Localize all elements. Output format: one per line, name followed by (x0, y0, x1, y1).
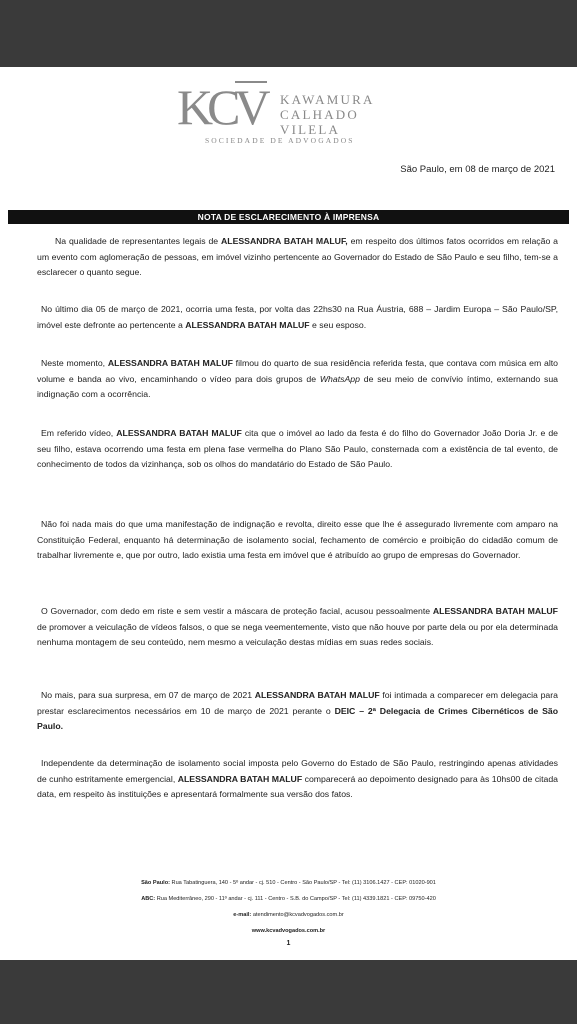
firm-name (280, 92, 375, 137)
paragraph-5 (37, 517, 558, 564)
paragraph-run: filmou do quarto de sua residência referida festa, que contava com música em alto volume e banda ao vivo, encaminhando o vídeo para dois grupos de (37, 358, 558, 384)
paragraph-run: DEIC – 2ª Delegacia de Crimes Cibernéticos de São Paulo. (37, 705, 559, 732)
firm-name-line-2: CALHADO (280, 107, 359, 122)
paragraph-6 (37, 604, 558, 651)
firm-logo (175, 80, 405, 150)
footer-sp-label: São Paulo: (141, 880, 170, 886)
paragraph-run: de seu meio de convívio íntimo, externando sua indignação com a ocorrência. (37, 373, 558, 400)
paragraph-run: ALESSANDRA BATAH MALUF (254, 690, 380, 700)
paragraph-run: O Governador, com dedo em riste e sem vestir a máscara de proteção facial, acusou pessoalmente (41, 606, 433, 616)
paragraph-7 (37, 688, 558, 735)
footer-abc-address (0, 896, 577, 902)
paragraph-8 (37, 756, 558, 803)
paragraph-run: Na qualidade de representantes legais de (55, 236, 221, 246)
footer-abc-text: Rua Mediterrâneo, 290 - 11º andar - cj. 111 - Centro - S.B. do Campo/SP - Tel: (11) 4339.1821 - CEP: 09750-420 (155, 896, 436, 902)
footer-website[interactable]: www.kcvadvogados.com.br (251, 928, 326, 934)
paragraph-run: e seu esposo. (309, 319, 367, 330)
paragraph-run: No último dia 05 de março de 2021, ocorria uma festa, por volta das 22hs30 na Rua Áustria, 688 – Jardim Europa – São Paulo/SP, imóvel este defronte ao pertencente a (37, 304, 558, 330)
firm-name-line-3: VILELA (280, 122, 341, 137)
svg-text:KCV: KCV (177, 80, 265, 135)
footer-email-label: e-mail: (233, 912, 252, 918)
paragraph-2 (37, 302, 558, 333)
page-number: 1 (286, 940, 291, 947)
paragraph-run: ALESSANDRA BATAH MALUF (432, 606, 558, 616)
document-title: NOTA DE ESCLARECIMENTO À IMPRENSA (8, 210, 569, 224)
kcv-monogram-icon (175, 80, 270, 135)
paragraph-run: Não foi nada mais do que uma manifestação de indignação e revolta, direito esse que lhe é assegurado livremente com amparo na Constituição Federal, enquanto há determinação de isolamento social, fechamento de comércio e proibição do cidadão comum de trabalhar livremente e, que por outro, lado existia uma festa em imóvel que é atribuído ao grupo de empresas do Governador. (37, 519, 558, 561)
footer-sao-paulo-address (0, 880, 577, 886)
paragraph-run: cita que o imóvel ao lado da festa é do filho do Governador João Doria Jr. e de seu filho, estava ocorrendo uma festa em plena fase vermelha do Plano São Paulo, consternada com a existência de tal evento, de conhecimento de todos da vizinhança, sob os olhos do mandatário do Estado de São Paulo. (37, 428, 558, 470)
footer-sp-text: Rua Tabatinguera, 140 - 5º andar - cj. 510 - Centro - São Paulo/SP - Tel: (11) 3106.1427 - CEP: 01020-901 (169, 880, 436, 886)
document-page (0, 67, 577, 960)
paragraph-run: ALESSANDRA BATAH MALUF, (221, 236, 348, 246)
bottom-bar (0, 960, 577, 1024)
paragraph-run: comparecerá ao depoimento designado para às 10hs00 de citada data, em respeito às instituições e apresentará formalmente sua versão dos fatos. (37, 773, 558, 800)
paragraph-run: ALESSANDRA BATAH MALUF (185, 319, 310, 330)
document-date: São Paulo, em 08 de março de 2021 (400, 164, 555, 175)
paragraph-1 (37, 234, 558, 281)
paragraph-run: WhatsApp (319, 373, 360, 384)
paragraph-run: No mais, para sua surpresa, em 07 de março de 2021 (41, 690, 255, 700)
paragraph-run: ALESSANDRA BATAH MALUF (116, 428, 242, 438)
paragraph-run: foi intimada a comparecer em delegacia para prestar esclarecimentos necessários em 10 de março de 2021 perante o (37, 690, 558, 716)
top-bar (0, 0, 577, 67)
paragraph-run: Neste momento, (41, 358, 108, 368)
footer-email-text: atendimento@kcvadvogados.com.br (251, 912, 344, 918)
firm-name-line-1: KAWAMURA (280, 92, 375, 107)
paragraph-run: de promover a veiculação de vídeos falsos, o que se nega veementemente, visto que não houve por parte dela ou por ela determinada nenhuma montagem de seu conteúdo, nem mesmo a veiculação destas mídias em suas redes sociais. (37, 621, 558, 648)
paragraph-4 (37, 426, 558, 473)
firm-subtitle: SOCIEDADE DE ADVOGADOS (205, 136, 355, 145)
paragraph-run: em respeito dos últimos fatos ocorridos em relação a um evento com aglomeração de pessoas, em imóvel vizinho pertencente ao Governador do Estado de São Paulo e seu filho, tem-se a esclarecer o quanto segue. (37, 236, 559, 278)
paragraph-run: ALESSANDRA BATAH MALUF (177, 773, 303, 784)
footer-email (0, 912, 577, 918)
paragraph-run: Independente da determinação de isolamento social imposta pelo Governo do Estado de São Paulo, restringindo apenas atividades de cunho estritamente emergencial, (37, 758, 558, 784)
paragraph-run: Em referido vídeo, (41, 428, 117, 438)
footer-abc-label: ABC: (141, 896, 156, 902)
paragraph-3 (37, 356, 558, 403)
paragraph-run: ALESSANDRA BATAH MALUF (107, 358, 233, 368)
